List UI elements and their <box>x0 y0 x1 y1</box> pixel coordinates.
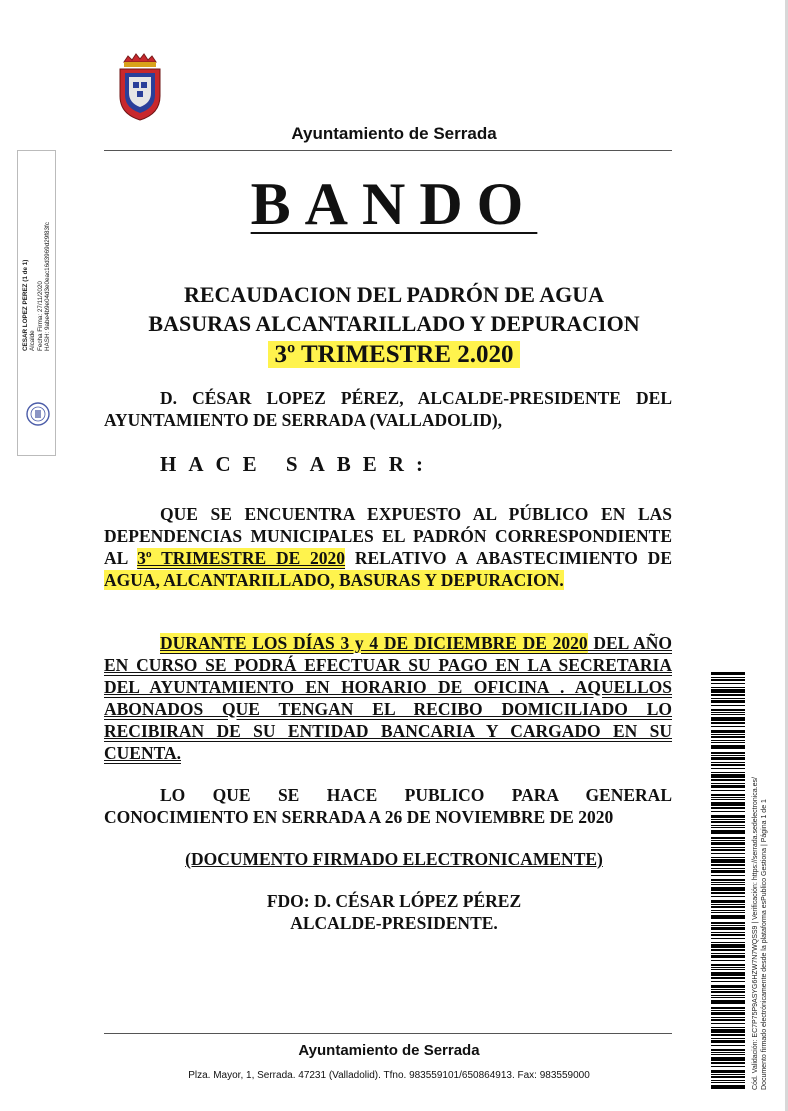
subject-block <box>0 280 788 369</box>
barcode-bar <box>711 1017 745 1018</box>
signature-date: Fecha Firma: 27/11/2020 <box>36 281 44 351</box>
barcode-bar <box>711 705 745 706</box>
barcode-bar <box>711 870 745 873</box>
signer-title: ALCALDE-PRESIDENTE. <box>290 913 498 933</box>
header-title: Ayuntamiento de Serrada <box>291 124 497 143</box>
barcode-bar <box>711 1029 745 1033</box>
barcode-bar <box>711 938 745 939</box>
barcode-bar <box>711 1023 745 1024</box>
barcode-bar <box>711 995 745 996</box>
barcode-bar <box>711 742 745 743</box>
barcode-bar <box>711 714 745 715</box>
verification-text <box>751 670 769 1090</box>
barcode-bar <box>711 734 745 735</box>
verification-platform: Documento firmado electrónicamente desde la plataforma esPublico Gestiona | Página 1 de 1 <box>761 799 768 1090</box>
barcode-bar <box>711 811 745 812</box>
barcode-bar <box>711 689 745 693</box>
barcode-bar <box>711 730 745 733</box>
barcode-bar <box>711 687 745 688</box>
barcode-bar <box>711 884 745 885</box>
barcode-bar <box>711 672 745 675</box>
highlight-fechas: DURANTE LOS DÍAS 3 y 4 DE DICIEMBRE DE 2020 <box>160 633 588 653</box>
barcode-bar <box>711 772 745 773</box>
barcode-bar <box>711 942 745 943</box>
barcode-bar <box>711 1040 745 1043</box>
signed-note: (DOCUMENTO FIRMADO ELECTRONICAMENTE) <box>185 849 603 869</box>
barcode-bar <box>711 774 745 778</box>
barcode-bar <box>711 1034 745 1036</box>
paragraph-pago: DURANTE LOS DÍAS 3 y 4 DE DICIEMBRE DE 2020 DEL AÑO EN CURSO SE PODRÁ EFECTUAR SU PAGO EN LA SECRETARIA DEL AYUNTAMIENTO EN HORARIO DE OFICINA . AQUELLOS ABONADOS QUE TENGAN EL RECIBO DOMICILIADO LO RECIBIRAN DE SU ENTIDAD BANCARIA Y CARGADO EN SU CUENTA. <box>104 633 672 763</box>
subject-period: 3º TRIMESTRE 2.020 <box>268 341 519 368</box>
barcode-bar <box>711 868 745 869</box>
barcode-bar <box>711 757 745 760</box>
subject-line-1: RECAUDACION DEL PADRÓN DE AGUA <box>183 282 605 307</box>
barcode-bar <box>711 740 745 741</box>
barcode-bar <box>711 910 745 911</box>
barcode-bar <box>711 837 745 839</box>
barcode-bar <box>711 694 745 696</box>
barcode-bar <box>711 857 745 858</box>
barcode-bar <box>711 830 745 834</box>
barcode-bar <box>711 1085 745 1089</box>
footer-title: Ayuntamiento de Serrada <box>298 1042 480 1059</box>
hace-saber: HACE SABER: <box>160 452 435 476</box>
barcode-bar <box>711 896 745 897</box>
barcode-bar <box>711 985 745 988</box>
barcode-bar <box>711 967 745 968</box>
paragraph-conocimiento: LO QUE SE HACE PUBLICO PARA GENERAL CONOCIMIENTO EN SERRADA A 26 DE NOVIEMBRE DE 2020 <box>104 785 672 827</box>
barcode-bar <box>711 799 745 800</box>
barcode-bar <box>711 1038 745 1039</box>
barcode-bar <box>711 722 745 724</box>
barcode-bar <box>711 875 745 876</box>
barcode-bar <box>711 969 745 970</box>
barcode-bar <box>711 989 745 990</box>
barcode-bar <box>711 1062 745 1064</box>
barcode-bar <box>711 847 745 848</box>
barcode-bar <box>711 960 745 961</box>
barcode-bar <box>711 842 745 845</box>
barcode-bar <box>711 927 745 930</box>
footer-divider <box>104 1033 672 1034</box>
barcode-bar <box>711 683 745 684</box>
barcode-bar <box>711 815 745 818</box>
barcode-bar <box>711 977 745 979</box>
barcode-bar <box>711 1074 745 1075</box>
barcode-bar <box>711 1082 745 1083</box>
barcode-bar <box>711 679 745 681</box>
barcode-bar <box>711 972 745 976</box>
barcode-bar <box>711 827 745 828</box>
barcode-bar <box>711 802 745 806</box>
barcode-bar <box>711 922 745 924</box>
barcode-bar <box>711 953 745 954</box>
signature-hash: HASH: 9abe4b9e04d3e0eac16d3969d29f83fc <box>43 222 51 351</box>
barcode-bar <box>711 762 745 763</box>
barcode-bar <box>711 1007 745 1009</box>
barcode-bar <box>711 1070 745 1073</box>
barcode-bar <box>711 849 745 851</box>
barcode-bar <box>711 879 745 881</box>
barcode-bar <box>711 712 745 713</box>
barcode-bar <box>711 864 745 866</box>
barcode-bar <box>711 882 745 883</box>
signature-role: Alcalde <box>29 330 37 351</box>
barcode-bar <box>711 981 745 982</box>
barcode-bar <box>711 783 745 784</box>
signature-name: CÉSAR LÓPEZ PÉREZ (1 de 1) <box>21 259 29 351</box>
barcode-bar <box>711 1010 745 1011</box>
barcode-bar <box>711 717 745 721</box>
barcode-bar <box>711 840 745 841</box>
barcode-bar <box>711 1045 745 1046</box>
header-divider <box>104 150 672 151</box>
barcode-bar <box>711 1049 745 1051</box>
barcode-bar <box>711 1054 745 1055</box>
barcode-bar <box>711 906 745 908</box>
barcode-bar <box>711 1000 745 1004</box>
barcode-bar <box>711 677 745 678</box>
barcode-bar <box>711 1019 745 1021</box>
barcode-icon <box>711 672 745 1092</box>
barcode-bar <box>711 790 745 791</box>
barcode-bar <box>711 698 745 699</box>
barcode-bar <box>711 892 745 894</box>
barcode-bar <box>711 1027 745 1028</box>
barcode-bar <box>711 726 745 727</box>
barcode-bar <box>711 949 745 951</box>
seal-icon <box>25 401 51 427</box>
intro-paragraph: D. CÉSAR LOPEZ PÉREZ, ALCALDE-PRESIDENTE DEL AYUNTAMIENTO DE SERRADA (VALLADOLID), <box>104 388 672 430</box>
paragraph-padron: QUE SE ENCUENTRA EXPUESTO AL PÚBLICO EN LAS DEPENDENCIAS MUNICIPALES EL PADRÓN CORRESPONDIENTE AL 3º TRIMESTRE DE 2020 RELATIVO A ABASTECIMIENTO DE AGUA, ALCANTARILLADO, BASURAS Y DEPURACION. <box>104 504 672 590</box>
signer-name: FDO: D. CÉSAR LÓPEZ PÉREZ <box>266 891 522 911</box>
barcode-bar <box>711 904 745 905</box>
verification-code: Cód. Validación: EC7P75P9ASYG6HZW7N7WQSS9 | Verificación: https://serrada.sedelectronica.es/ <box>752 777 759 1090</box>
barcode-bar <box>711 925 745 926</box>
coat-of-arms-icon <box>116 52 164 122</box>
barcode-bar <box>711 785 745 788</box>
barcode-bar <box>711 955 745 958</box>
barcode-bar <box>711 1012 745 1015</box>
barcode-bar <box>711 1080 745 1081</box>
document-title: BANDO <box>250 171 538 237</box>
barcode-bar <box>711 932 745 933</box>
barcode-bar <box>711 768 745 769</box>
barcode-bar <box>711 755 745 756</box>
barcode-bar <box>711 709 745 711</box>
barcode-bar <box>711 1076 745 1078</box>
barcode-bar <box>711 825 745 826</box>
barcode-bar <box>711 745 745 749</box>
barcode-bar <box>711 1066 745 1067</box>
barcode-bar <box>711 797 745 798</box>
barcode-bar <box>711 964 745 966</box>
barcode-bar <box>711 853 745 854</box>
barcode-bar <box>711 859 745 863</box>
highlight-trimestre: 3º TRIMESTRE DE 2020 <box>137 548 346 568</box>
barcode-bar <box>711 1057 745 1061</box>
barcode-bar <box>711 764 745 766</box>
barcode-bar <box>711 915 745 919</box>
barcode-bar <box>711 752 745 754</box>
barcode-bar <box>711 997 745 998</box>
barcode-bar <box>711 934 745 936</box>
barcode-bar <box>711 700 745 703</box>
barcode-bar <box>711 794 745 796</box>
barcode-bar <box>711 944 745 948</box>
barcode-bar <box>711 779 745 781</box>
footer-address: Plza. Mayor, 1, Serrada. 47231 (Valladolid). Tfno. 983559101/650864913. Fax: 983559000 <box>188 1070 590 1081</box>
barcode-bar <box>711 736 745 738</box>
barcode-bar <box>711 912 745 913</box>
barcode-bar <box>711 821 745 823</box>
barcode-bar <box>711 900 745 903</box>
barcode-bar <box>711 887 745 891</box>
barcode-bar <box>711 991 745 993</box>
subject-line-2: BASURAS ALCANTARILLADO Y DEPURACION <box>148 311 640 336</box>
highlight-servicios: AGUA, ALCANTARILLADO, BASURAS Y DEPURACION. <box>104 570 564 590</box>
barcode-bar <box>711 819 745 820</box>
barcode-bar <box>711 807 745 809</box>
barcode-bar <box>711 1052 745 1053</box>
